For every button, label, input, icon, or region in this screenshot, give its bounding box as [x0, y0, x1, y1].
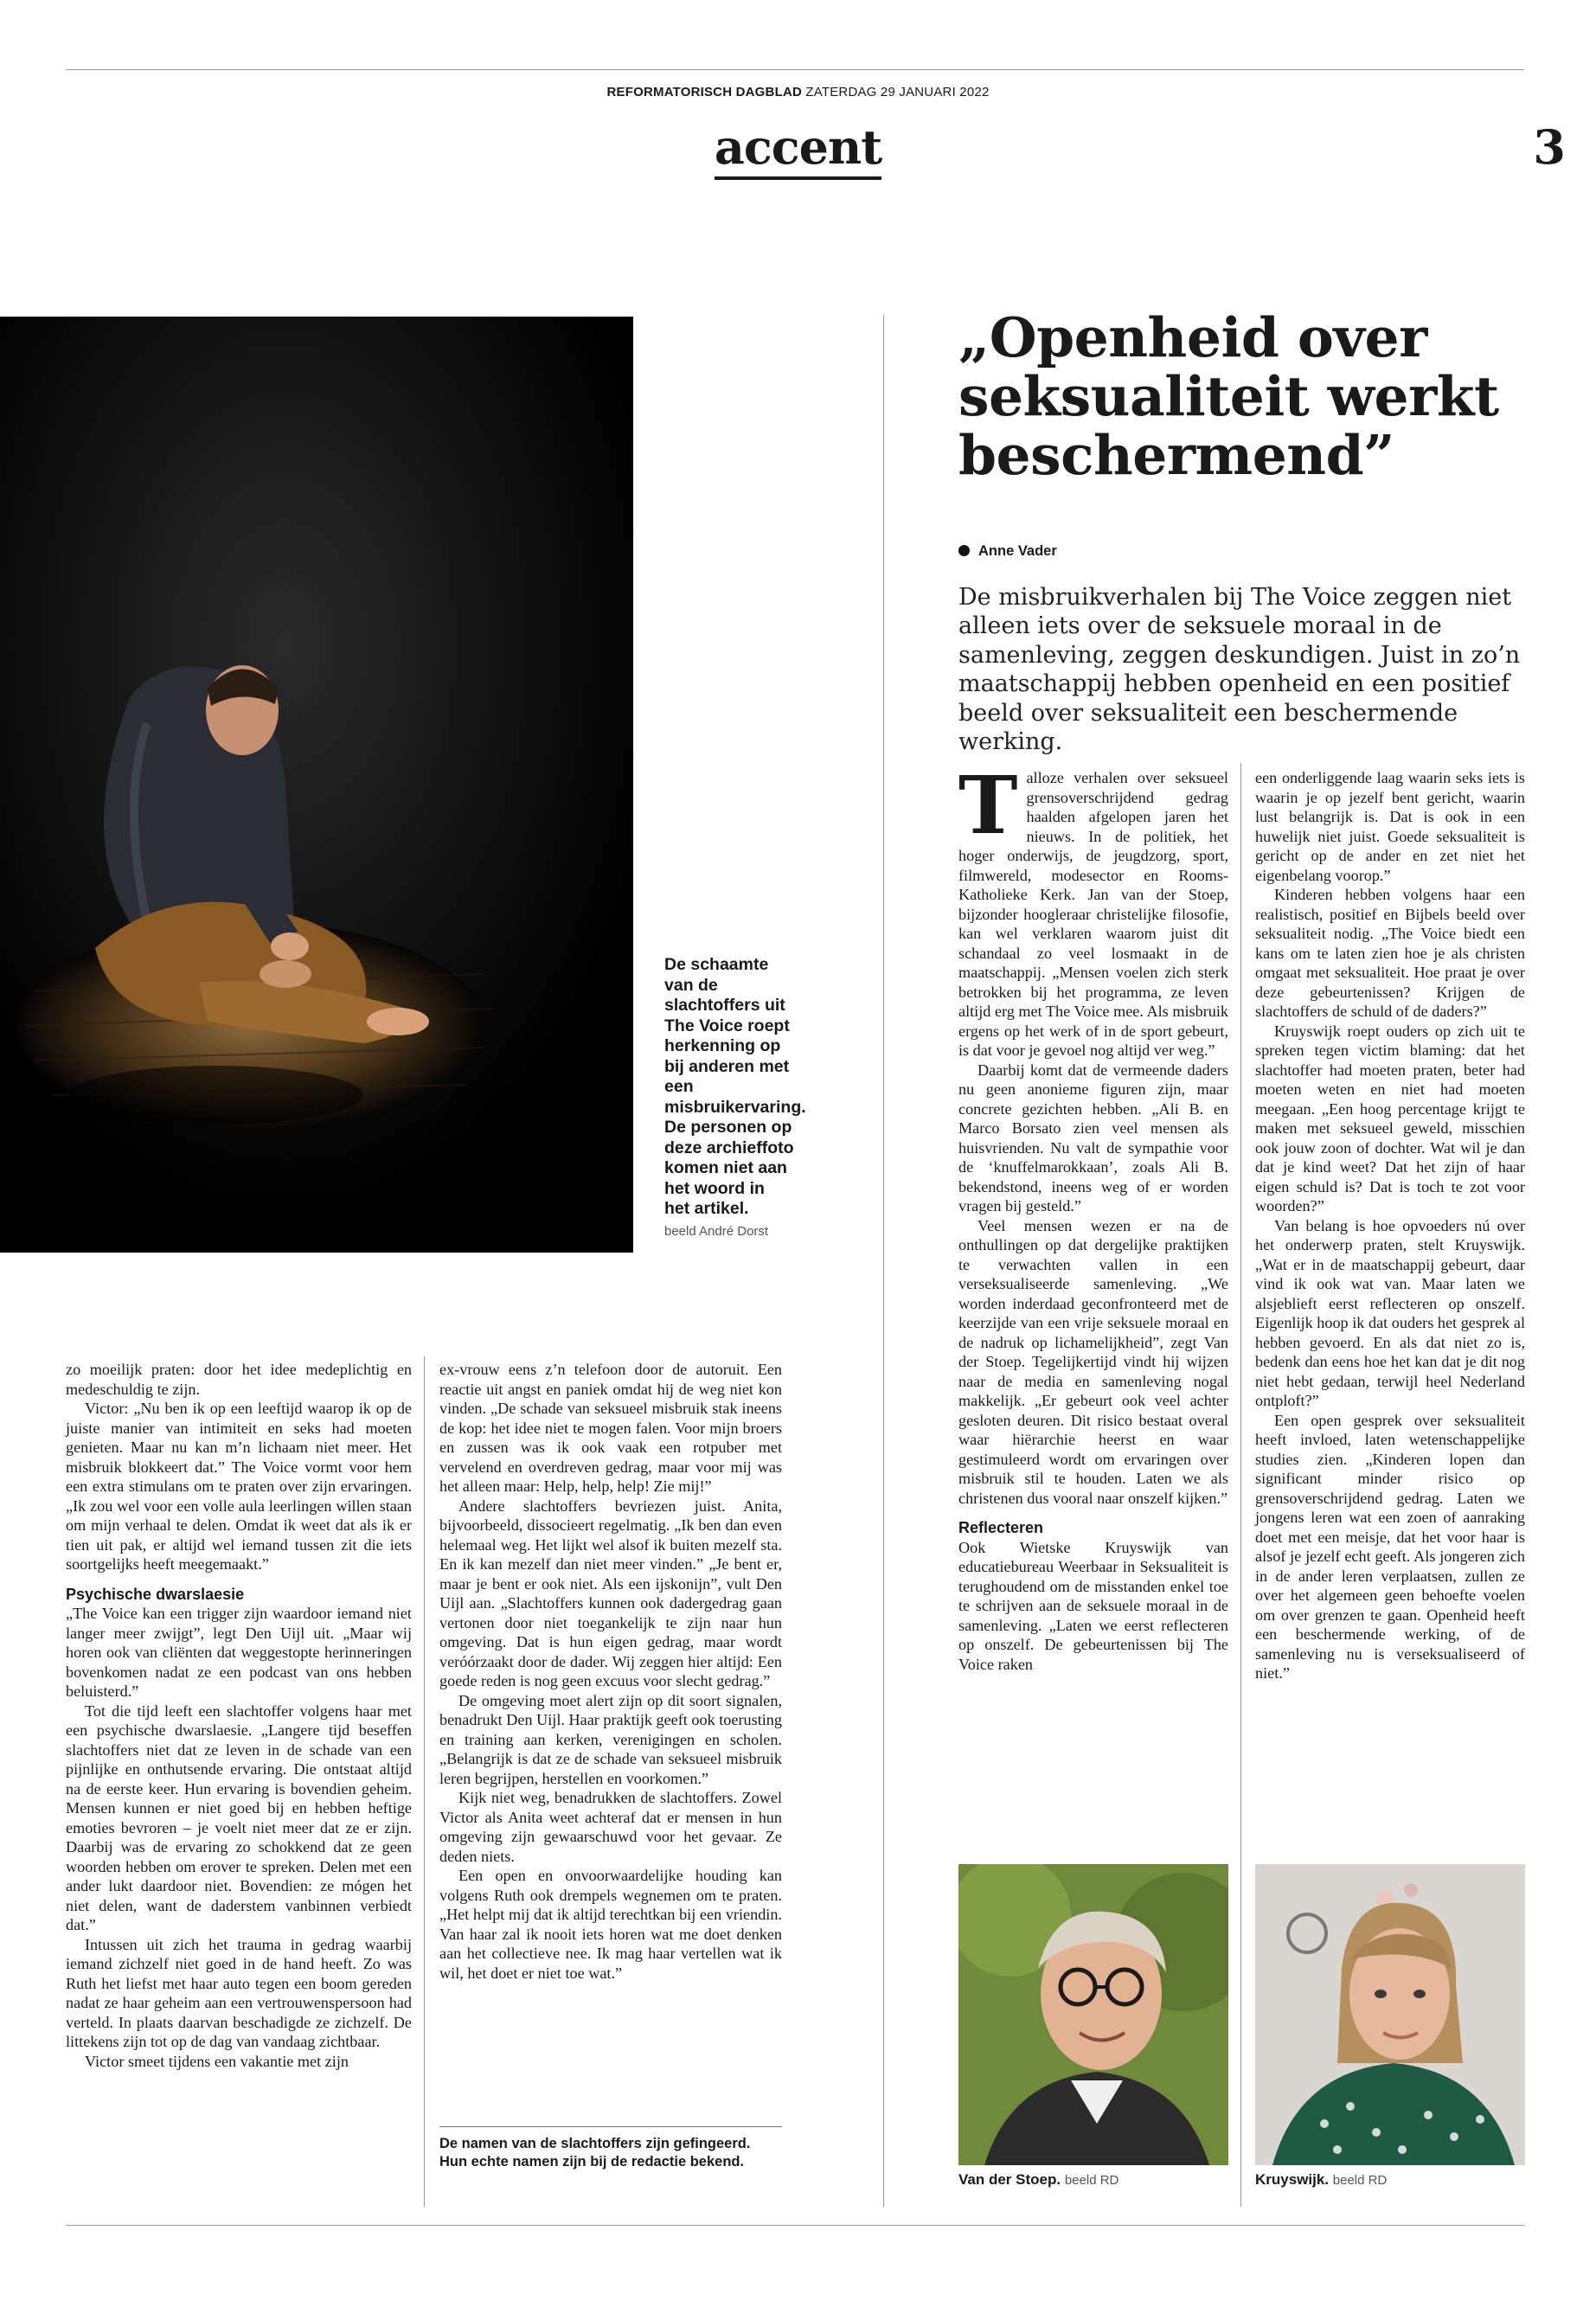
- paragraph: Ook Wietske Kruyswijk van educatiebureau Weerbaar in Seksualiteit is terughoudend om de misstanden enkel toe te schrijven aan de seksuele moraal in de samenleving. „Laten we eerst reflecteren op onszelf. De gebeurtenissen bij The Voice raken: [958, 1538, 1228, 1673]
- note-rule: [439, 2126, 782, 2127]
- bullet-icon: [958, 545, 970, 556]
- paragraph: Een open en onvoorwaardelijke houding kan volgens Ruth ook drempels wegnemen om te praten. „Het helpt mij dat ik altijd terechtkan bij een vriendin. Van haar zal ik nooit iets horen wat me doet denken aan het collectieve nee. Ik mag haar vertellen wat ik wil, het doet er niet toe wat.”: [439, 1867, 782, 1982]
- headline: „Openheid over seksualiteit werkt beschermend”: [958, 305, 1499, 487]
- caption-text: De schaamte van de slachtoffers uit The Voice roept herkenning op bij anderen met een misbruikervaring. De personen op deze archieffoto komen niet aan het woord in het artikel.: [664, 955, 806, 1218]
- bottom-rule: [66, 2225, 1524, 2226]
- woman-portrait-illustration: [1255, 1864, 1525, 2165]
- paragraph: alloze verhalen over seksueel grensoverschrijdend gedrag haalden afgelopen jaren het nieuws. In de politiek, het hoger onderwijs, de jeugdzorg, sport, filmwereld, modesector en Rooms-Katholieke Kerk. Jan van der Stoep, bijzonder hoogleraar christelijke filosofie, kan wel verklaren waarom juist dit schandaal zo veel losmaakt in de maatschappij. „Mensen voelen zich sterk betrokken bij het programma, ze leven altijd erg met The Voice mee. Als misbruik ergens op het werk of in de sport gebeurt, is dat voor je gevoel nog altijd ver weg.”: [958, 769, 1228, 1059]
- photo-caption: [664, 955, 806, 1241]
- paragraph: Kijk niet weg, benadrukken de slachtoffers. Zowel Victor als Anita weet achteraf dat er mensen in hun omgeving zijn gewaarschuwd voor het gevaar. Ze deden niets.: [439, 1789, 782, 1865]
- portrait-credit: beeld RD: [1064, 2173, 1119, 2188]
- seated-man-illustration: [0, 317, 633, 1253]
- paragraph: Kinderen hebben volgens haar een realistisch, positief en Bijbels beeld over seksualiteit nodig. „The Voice biedt een kans om te laten zien hoe je als christen omgaat met seksualiteit. Hoe praat je over deze gebeurtenissen? Krijgen de slachtoffers de schuld of de daders?”: [1255, 886, 1525, 1020]
- column-divider-main: [883, 315, 884, 2207]
- paragraph: Kruyswijk roept ouders op zich uit te spreken tegen victim blaming: dat het slachtoffer had moeten praten, beter had moeten weten en niet had moeten meegaan. „Een hoog percentage krijgt te maken met seksueel geweld, misschien ook jouw zoon of dochter. Wat wil je dan dat je kind weet? Dat het zijn of haar eigen schuld is? Dat is toch te zot voor woorden?”: [1255, 1022, 1525, 1215]
- subhead: Reflecteren: [958, 1519, 1044, 1536]
- section-title: accent: [0, 119, 1596, 175]
- paragraph: Van belang is hoe opvoeders nú over het onderwerp praten, stelt Kruyswijk. „Wat er in de maatschappij gebeurt, daar vind ik ook wat van. Maar laten we alsjeblieft eerst reflecteren op onszelf. Eigenlijk hoop ik dat ouders het gesprek al hebben gevoerd. En als dat niet zo is, bedenk dan eens hoe het kan dat je dit nog niet hebt gedaan, terwijl heel Nederland ontploft?”: [1255, 1216, 1525, 1409]
- top-rule: [66, 69, 1524, 70]
- column-divider-article: [1240, 763, 1241, 2207]
- intro-text: De misbruikverhalen bij The Voice zeggen niet alleen iets over de seksuele moraal in de samenleving, zeggen deskundigen. Juist in zo’n maatschappij hebben openheid en een positief beeld over seksualiteit een beschermende werking.: [958, 584, 1521, 756]
- page-number: 3: [1533, 119, 1566, 175]
- paragraph: ex-vrouw eens z’n telefoon door de autoruit. Een reactie uit angst en paniek omdat hij de weg niet kon vinden. „De schade van seksueel misbruik stak ineens de kop: het idee niet te mogen falen. Voor mijn broers en zussen was ik ook vaak een rotpuber met vervelend en overdreven gedrag, maar voor mij was het alleen maar: Help, help, help! Zie mij!”: [439, 1361, 782, 1495]
- portrait-van-der-stoep: [958, 1864, 1228, 2165]
- paragraph: Een open gesprek over seksualiteit heeft invloed, laten wetenschappelijke studies zien. „Kinderen lopen dan significant minder risico op grensoverschrijdend gedrag. Laten we jongens leren wat een zoen of aanraking doet met een meisje, dat het voor haar is alsof je jezelf echt geeft. Als jongeren zich in de ander leren verplaatsen, zullen ze over het algemeen geen behoefte voelen om over grenzen te gaan. Openheid heeft een beschermende werking, of de samenleving nu is verseksualiseerd of niet.”: [1255, 1411, 1525, 1682]
- paragraph: Daarbij komt dat de vermeende daders nu geen anonieme figuren zijn, maar concrete gezichten hebben. „Ali B. en Marco Borsato zien veel mensen als huisvrienden. Nu valt de sympathie voor de ‘knuffelmarokkaan’, zoals Ali B. bekendstond, ineens weg of er worden vragen bij gesteld.”: [958, 1061, 1228, 1215]
- portrait-credit: beeld RD: [1332, 2173, 1388, 2188]
- paragraph: zo moeilijk praten: door het idee medeplichtig en medeschuldig te zijn.: [66, 1361, 412, 1398]
- man-portrait-illustration: [958, 1864, 1228, 2165]
- paragraph: Victor: „Nu ben ik op een leeftijd waarop ik op de juiste manier van intimiteit en seks had moeten genieten. Maar nu kan m’n lichaam niet meer. Het misbruik blokkeert dat.” The Voice vormt voor hem een extra stimulans om te praten over zijn ervaringen. „Ik zou wel voor een volle aula leerlingen willen staan om mijn verhaal te delen. Omdat ik weet dat als ik er tien uit pak, er altijd wel iemand tussen zit die iets soortgelijks heeft meegemaakt.”: [66, 1400, 412, 1573]
- portrait-caption-1: Van der Stoep. beeld RD: [958, 2171, 1119, 2188]
- author-name: Anne Vader: [978, 543, 1057, 559]
- paragraph: „The Voice kan een trigger zijn waardoor iemand niet langer meer zwijgt”, legt Den Uijl uit. „Maar wij horen ook van cliënten dat weggestopte herinneringen bovenkomen nadat ze een podcast van ons hebben beluisterd.”: [66, 1605, 412, 1700]
- names-note: De namen van de slachtoffers zijn gefingeerd. Hun echte namen zijn bij de redactie bekend.: [439, 2136, 751, 2170]
- paragraph: Andere slachtoffers bevriezen juist. Anita, bijvoorbeeld, dissocieert regelmatig. „Ik ben dan even helemaal weg. Het lijkt wel alsof ik buiten mezelf sta. En ik kan mezelf dan niet meer vinden.” „Je bent er, maar je bent er ook niet. Als een ijskonijn”, vult Den Uijl aan. „Slachtoffers kunnen ook dadergedrag gaan vertonen door niet toegankelijk te zijn naar hun omgeving. Dat is hun eigen gedrag, maar wordt veróórzaakt door de dader. Wij zeggen hier altijd: Een goede reden is nog geen excuus voor slecht gedrag.”: [439, 1497, 782, 1689]
- column-divider-side: [424, 1356, 425, 2207]
- subhead: Psychische dwarslaesie: [66, 1585, 245, 1603]
- paragraph: een onderliggende laag waarin seks iets is waarin je op jezelf bent gericht, waarin lust belangrijk is. Dat is ook in een huwelijk niet juist. Goede seksualiteit is gericht op de ander en zet niet het eigenbelang voorop.”: [1255, 769, 1525, 884]
- byline: [958, 543, 1057, 560]
- paragraph: De omgeving moet alert zijn op dit soort signalen, benadrukt Den Uijl. Haar praktijk geeft ook toerusting en training aan kerken, verenigingen en scholen. „Belangrijk is dat ze de schade van seksueel misbruik leren begrijpen, herstellen en voorkomen.”: [439, 1691, 782, 1787]
- drop-cap: T: [958, 759, 1018, 852]
- paper-name: REFORMATORISCH DAGBLAD: [606, 85, 803, 99]
- issue-date: ZATERDAG 29 JANUARI 2022: [805, 85, 990, 99]
- portrait-caption-2: Kruyswijk. beeld RD: [1255, 2171, 1388, 2188]
- article-column-1: [958, 759, 1228, 1674]
- side-column-a: [66, 1360, 412, 2071]
- portrait-kruyswijk: [1255, 1864, 1525, 2165]
- paragraph: Tot die tijd leeft een slachtoffer volgens haar met een psychische dwarslaesie. „Langere tijd beseffen slachtoffers niet dat ze leven in de schade van een pijnlijke en onthutsende ervaring. Die ontstaat altijd na de eerste keer. Hun ervaring is bovendien geheim. Mensen kunnen er niet goed bij en hebben heftige emoties bevroren – je voelt niet meer dat ze er zijn. Daarbij was de ervaring zo schokkend dat ze geen woorden hebben om erover te spreken. Delen met een ander lukt daardoor niet. Bovendien: ze mógen het niet delen, want de daderstem vanbinnen verbiedt dat.”: [66, 1702, 412, 1933]
- photo-credit: beeld André Dorst: [664, 1223, 769, 1239]
- paragraph: Victor smeet tijdens een vakantie met zijn: [85, 2052, 349, 2070]
- masthead: [0, 85, 1596, 99]
- side-column-b: [439, 1360, 782, 1983]
- article-column-2: [1255, 768, 1525, 1683]
- paragraph: Intussen uit zich het trauma in gedrag waarbij iemand zichzelf niet goed in de hand heeft. Zo was Ruth het liefst met haar auto tegen een boom gereden nadat ze haar geheim aan een vertrouwenspersoon had verteld. In plaats daarvan beschadigde ze zichzelf. De littekens zijn tot op de dag van vandaag zichtbaar.: [66, 1935, 412, 2050]
- main-photo: [0, 317, 633, 1253]
- paragraph: Veel mensen wezen er na de onthullingen op dat dergelijke praktijken te verwachten vallen in een verseksualiseerde samenleving. „We worden inderdaad geconfronteerd met de keerzijde van een vrije seksuele moraal en de nadruk op lichamelijkheid”, zegt Van der Stoep. Tegelijkertijd vindt hij wijzen naar de media en samenleving nogal makkelijk. „Er gebeurt ook veel achter gesloten deuren. Dit risico bestaat overal waar hiërarchie heerst en waar gestimuleerd wordt om ervaringen over misbruik stil te houden. Laten we als christenen dus vooral naar onszelf kijken.”: [958, 1216, 1228, 1507]
